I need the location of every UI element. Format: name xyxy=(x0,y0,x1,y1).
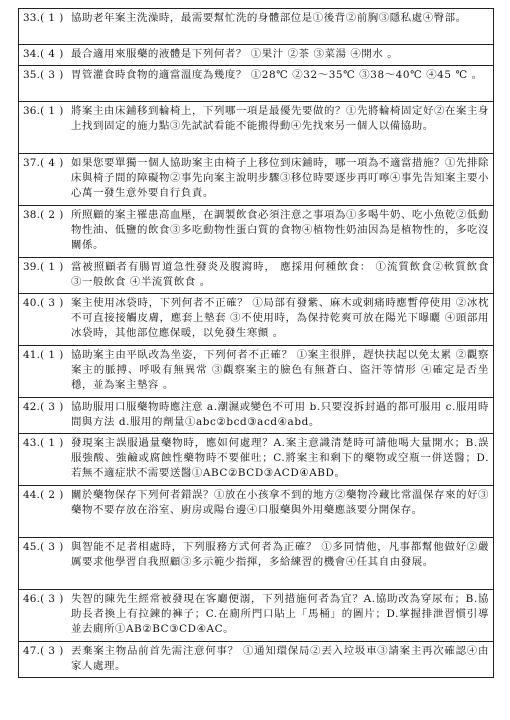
question-row xyxy=(19,642,493,678)
answer-key: 1 xyxy=(48,437,56,449)
question-number: 37.( 4 ) xyxy=(23,157,64,169)
answer-key: 4 xyxy=(48,157,56,169)
answer-key: 3 xyxy=(48,401,56,413)
question-number: 42.( 3 ) xyxy=(23,401,64,413)
question-text: 案主使用冰袋時，下列何者不正確？ ①局部有發紫、麻木或刺痛時應暫停使用 ②冰枕不可直接接觸皮膚，應套上墊套 ③不使用時，為保持乾爽可放在陽光下曝曬 ④頭部用冰袋時，其他部位應保暖，以免發生寒顫 。 xyxy=(71,297,489,340)
answer-key: 2 xyxy=(48,489,56,501)
question-number: 40.( 3 ) xyxy=(23,297,64,309)
question-text: 與智能不足者相處時，下列服務方式何者為正確？ ①多同情他，凡事都幫他做好②嚴厲要求他學習自我照顧③多示範少指揮，多給練習的機會④任其自由發展。 xyxy=(71,541,489,569)
answer-key: 3 xyxy=(48,297,56,309)
question-text: 協助老年案主洗澡時，最需要幫忙洗的身體部位是①後背②前胸③隱私處④臀部。 xyxy=(71,12,467,24)
question-text: 胃管灌食時食物的適當溫度為幾度？ ①28℃ ②32～35℃ ③38～40℃ ④45 ℃ 。 xyxy=(71,69,483,81)
answer-key: 1 xyxy=(48,261,56,273)
question-number: 34.( 4 ) xyxy=(23,48,64,60)
question-text: 將案主由床鋪移到輪椅上，下列哪一項是最優先要做的？①先將輪椅固定好②在案主身上找到固定的施力點③先試試看能不能搬得動④先找來另一個人以備協助。 xyxy=(71,105,489,133)
question-text: 最合適用來服藥的液體是下列何者？ ①果汁 ②茶 ③菜湯 ④開水 。 xyxy=(71,48,399,60)
question-number: 43.( 1 ) xyxy=(23,437,64,449)
question-number: 45.( 3 ) xyxy=(23,541,64,553)
question-text: 協助服用口服藥物時應注意 a.潮濕或變色不可用 b.只要沒拆封過的都可服用 c.服用時間與方法 d.服用的劑量①abc②bcd③acd④abd。 xyxy=(71,401,489,429)
question-row xyxy=(19,66,493,102)
answer-key: 3 xyxy=(48,541,56,553)
question-row xyxy=(19,258,493,294)
question-index: 38. xyxy=(23,209,41,221)
question-text: 關於藥物保存下列何者錯誤？①放在小孩拿不到的地方②藥物冷藏比常溫保存來的好③藥物不要存放在浴室、廚房或陽台邊④口服藥與外用藥應該要分開保存。 xyxy=(71,489,489,517)
question-number: 47.( 3 ) xyxy=(23,645,64,657)
answer-key: 4 xyxy=(48,48,56,60)
answer-key: 3 xyxy=(48,69,56,81)
question-row xyxy=(19,294,493,346)
question-number: 35.( 3 ) xyxy=(23,69,64,81)
question-text: 協助案主由平臥改為坐姿，下列何者不正確？ ①案主很胖，趕快扶起以免太累 ②觀察案主的脈搏、呼吸有無異常 ③觀察案主的臉色有無蒼白、盜汗等情形 ④確定是否坐穩，並為案主墊容 。 xyxy=(71,349,489,392)
question-index: 41. xyxy=(23,349,41,361)
question-index: 37. xyxy=(23,157,41,169)
question-row xyxy=(19,154,493,206)
question-number: 41.( 1 ) xyxy=(23,349,64,361)
question-row xyxy=(19,486,493,538)
question-index: 47. xyxy=(23,645,41,657)
question-row xyxy=(19,346,493,398)
question-text: 失智的陳先生經常被發現在客廳便溺，下列措施何者為宜？A.協助改為穿尿布；B.協助長者換上有拉鍊的褲子；C.在廁所門口貼上「馬桶」的圖片；D.掌握排泄習慣引導並去廁所①AB②BC③CD④AC。 xyxy=(71,593,489,636)
question-number: 33.( 1 ) xyxy=(23,12,64,24)
question-row xyxy=(19,45,493,66)
question-index: 35. xyxy=(23,69,41,81)
question-number: 36.( 1 ) xyxy=(23,105,64,117)
question-row xyxy=(19,590,493,642)
answer-key: 3 xyxy=(48,645,56,657)
question-index: 46. xyxy=(23,593,41,605)
question-index: 45. xyxy=(23,541,41,553)
question-row xyxy=(19,398,493,434)
answer-key: 1 xyxy=(48,105,56,117)
question-text: 所照顧的案主罹患高血壓，在調製飲食必須注意之事項為①多喝牛奶、吃小魚乾②低動物性油、低鹽的飲食③多吃動物性蛋白質的食物④植物性奶油因為是植物性的，多吃沒關係。 xyxy=(71,209,489,252)
question-index: 39. xyxy=(23,261,41,273)
question-index: 33. xyxy=(23,12,41,24)
question-index: 36. xyxy=(23,105,41,117)
question-index: 34. xyxy=(23,48,41,60)
answer-key: 2 xyxy=(48,209,56,221)
answer-key: 3 xyxy=(48,593,56,605)
question-row xyxy=(19,538,493,590)
answer-key: 1 xyxy=(48,12,56,24)
question-row xyxy=(19,206,493,258)
question-row xyxy=(19,434,493,486)
question-number: 44.( 2 ) xyxy=(23,489,64,501)
question-text: 如果您要單獨一個人協助案主由椅子上移位到床鋪時，哪一項為不適當措施？①先排除床與椅子間的障礙物②事先向案主說明步驟③移位時要逐步再叮嚀④事先告知案主要小心萬一發生意外要自行負責。 xyxy=(71,157,489,200)
question-text: 丟棄案主物品前首先需注意何事？ ①通知環保局②丟入垃圾車③請案主再次確認④由家人處理。 xyxy=(71,645,489,673)
question-number: 39.( 1 ) xyxy=(23,261,64,273)
question-index: 42. xyxy=(23,401,41,413)
question-index: 43. xyxy=(23,437,41,449)
question-index: 40. xyxy=(23,297,41,309)
question-text: 發現案主誤服過量藥物時，應如何處理？A.案主意識清楚時可請他喝大量開水；B.誤服強酸、強鹼或腐蝕性藥物時不要催吐；C.將案主和剩下的藥物或空瓶一併送醫；D.若無不適症狀不需要送醫①ABC②BCD③ACD④ABD。 xyxy=(71,437,489,480)
question-index: 44. xyxy=(23,489,41,501)
question-text: 當被照顧者有腸胃道急性發炎及腹瀉時， 應採用何種飲食： ①流質飲食②軟質飲食 ③一般飲食 ④半流質飲食 。 xyxy=(71,261,489,289)
question-row xyxy=(19,102,493,154)
question-row xyxy=(19,9,493,45)
question-table xyxy=(18,8,494,678)
question-number: 46.( 3 ) xyxy=(23,593,64,605)
answer-key: 1 xyxy=(48,349,56,361)
question-number: 38.( 2 ) xyxy=(23,209,64,221)
